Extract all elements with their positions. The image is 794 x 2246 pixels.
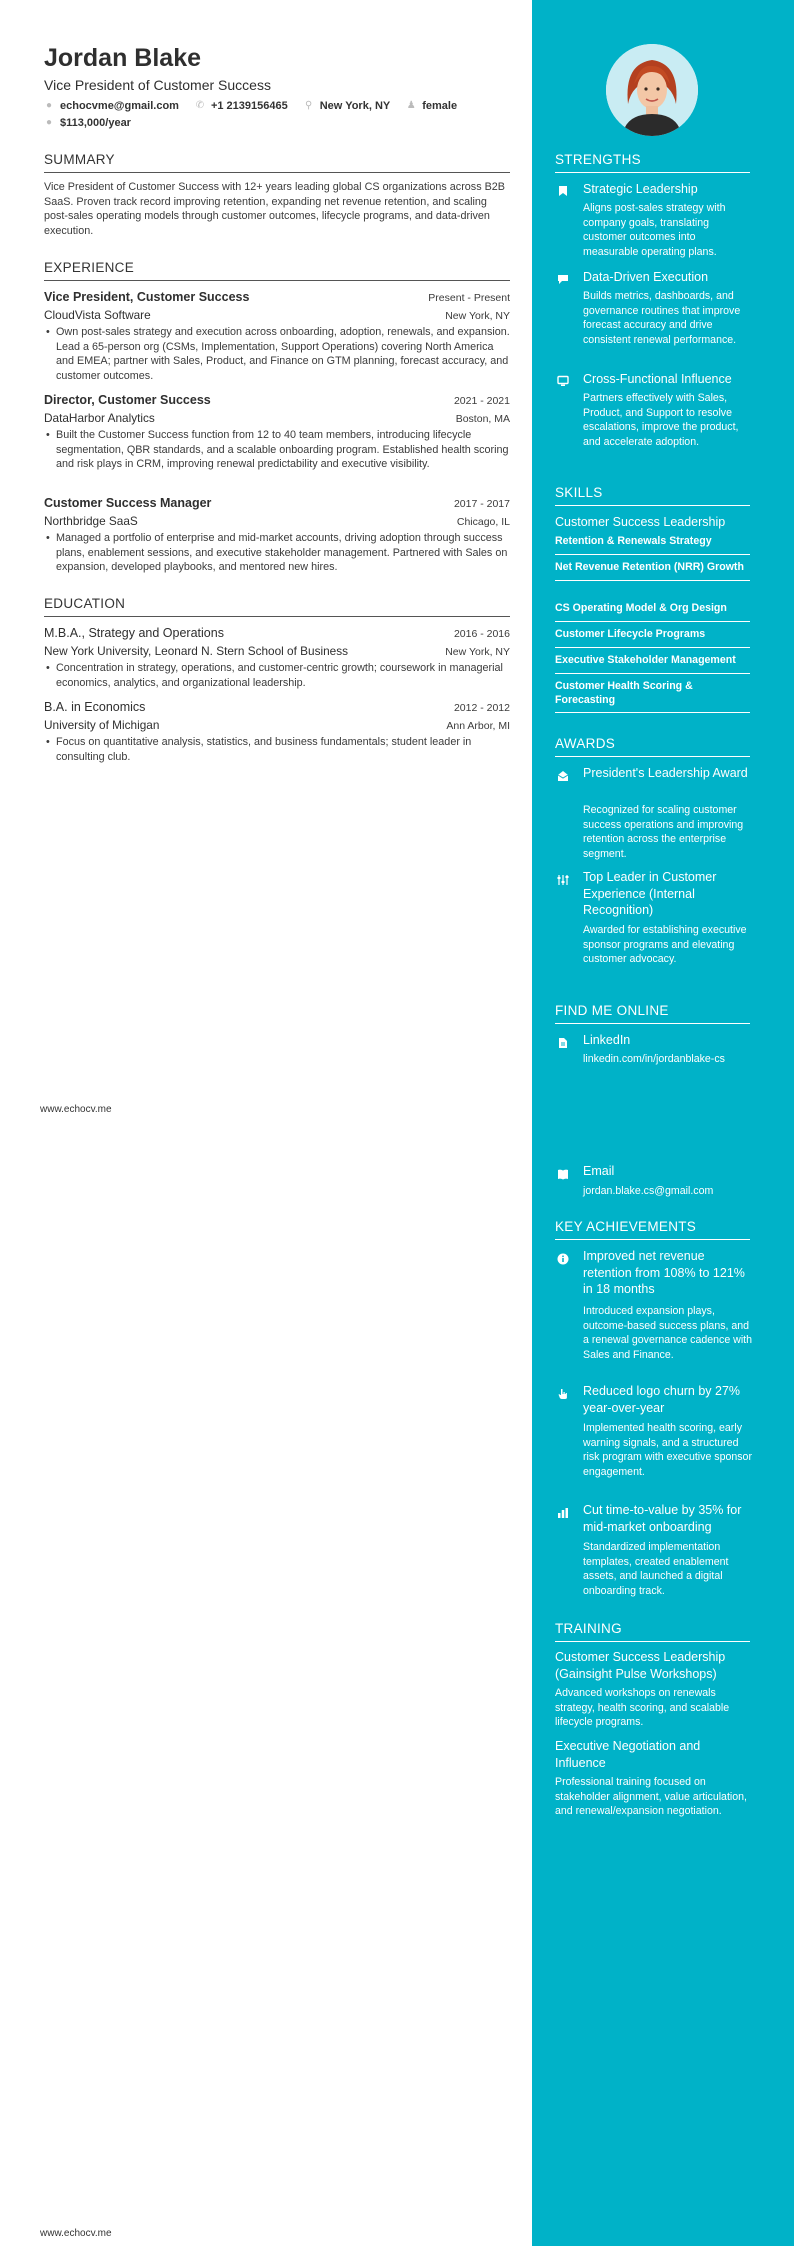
achievement-3-text: Standardized implementation templates, created enablement assets, and launched a digital onboarding track. [583,1541,729,1597]
contact-row [44,100,473,112]
training-1-text: Advanced workshops on renewals strategy, health scoring, and scalable lifecycle programs. [555,1687,730,1729]
summary-heading: SUMMARY [44,152,510,173]
experience-3-location: Chicago, IL [456,516,510,528]
experience-2-org: DataHarbor Analytics [44,411,155,425]
experience-heading: EXPERIENCE [44,260,510,281]
info-icon [557,1252,569,1264]
skills-heading: SKILLS [555,485,750,506]
experience-1-location: New York, NY [445,310,510,322]
skill-item-6: Customer Health Scoring & Forecasting [555,680,750,713]
experience-3-org: Northbridge SaaS [44,514,138,528]
skill-item-1: Retention & Renewals Strategy [555,535,750,555]
training-2-title: Executive Negotiation and Influence [555,1739,701,1770]
salary-row [44,117,147,129]
education-2-org: University of Michigan [44,718,160,732]
experience-1-org-row [44,308,510,322]
experience-3-bullet: • Managed a portfolio of enterprise and mid-market accounts, driving adoption through success plans, enablement sessions, and executive stakeholder management. Partnered with Sales on expansion, developed playbooks, and mentored new hires. [44,531,510,575]
job-title: Vice President of Customer Success [44,77,271,93]
experience-2-org-row [44,411,510,425]
experience-1-bullet: • Own post-sales strategy and execution across onboarding, adoption, renewals, and expansion. Lead a 65-person org (CSMs, Implementation, Support Operations) covering North America and EMEA; partner with Sales, Product, and Finance on GTM planning, forecast accuracy, and customer outcomes. [44,325,510,383]
strength-1-title: Strategic Leadership [583,182,698,196]
experience-2-role: Director, Customer Success [44,393,211,407]
education-1-bullet: • Concentration in strategy, operations, and customer-centric growth; coursework in managerial economics, analytics, and organizational leadership. [44,661,510,690]
book-icon [557,1167,569,1179]
achievement-1-title: Improved net revenue retention from 108% to 121% in 18 months [583,1249,745,1296]
strength-2-title: Data-Driven Execution [583,270,709,284]
profile-photo-illustration [606,44,698,136]
award-2-title: Top Leader in Customer Experience (Internal Recognition) [583,870,717,917]
online-linkedin-label: LinkedIn [583,1033,631,1047]
location-text: New York, NY [319,100,391,112]
summary-text: Vice President of Customer Success with 12+ years leading global CS organizations across B2B SaaS. Proven track record improving retention, expanding net revenue retention, and scaling post-sales operating models through customer outcomes, lifecycle programs, and data-driven execution. [44,181,506,237]
skill-main: Customer Success Leadership [555,515,726,529]
achievement-2-title: Reduced logo churn by 27% year-over-year [583,1384,741,1415]
achievement-2-text: Implemented health scoring, early warning signals, and a structured risk program with executive sponsor engagement. [583,1422,752,1478]
salary-text: $113,000/year [60,117,131,129]
phone-item[interactable] [195,100,288,112]
awards-heading: AWARDS [555,736,750,757]
info-circle-icon: ● [45,117,53,128]
education-2-degree: B.A. in Economics [44,700,146,714]
document-icon [557,1036,569,1048]
award-1-title: President's Leadership Award [583,766,748,780]
education-2-date: 2012 - 2012 [453,702,510,714]
bar-chart-icon [557,1506,569,1518]
online-email-address[interactable]: jordan.blake.cs@gmail.com [583,1185,714,1197]
online-linkedin-url[interactable]: linkedin.com/in/jordanblake-cs [583,1053,725,1065]
education-1-org-row [44,644,510,658]
experience-3-header [44,496,510,510]
experience-1-date: Present - Present [428,292,510,304]
education-1-degree: M.B.A., Strategy and Operations [44,626,224,640]
gender-text: female [422,100,458,112]
education-2-org-row [44,718,510,732]
location-item [304,100,391,112]
email-item[interactable] [44,100,179,112]
hand-pointer-icon [557,1387,569,1399]
education-2-location: Ann Arbor, MI [446,720,510,732]
monitor-icon [557,374,569,386]
education-2-bullet: • Focus on quantitative analysis, statistics, and business fundamentals; student leader in consulting club. [44,735,510,764]
experience-1-org: CloudVista Software [44,308,151,322]
experience-3-role: Customer Success Manager [44,496,212,510]
education-1-location: New York, NY [445,646,510,658]
experience-1-role: Vice President, Customer Success [44,290,250,304]
gender-item [406,100,457,112]
experience-3-org-row [44,514,510,528]
education-1-org: New York University, Leonard N. Stern School of Business [44,644,349,658]
candidate-name: Jordan Blake [44,44,202,72]
phone-icon: ✆ [195,100,205,111]
education-1-header [44,626,510,640]
at-icon: ● [45,100,53,111]
training-heading: TRAINING [555,1621,750,1642]
find-me-online-heading: FIND ME ONLINE [555,1003,750,1024]
experience-3-date: 2017 - 2017 [453,498,510,510]
strength-3-title: Cross-Functional Influence [583,372,732,386]
strengths-heading: STRENGTHS [555,152,750,173]
location-pin-icon: ⚲ [305,100,313,111]
salary-item [44,117,131,129]
experience-2-bullet: • Built the Customer Success function from 12 to 40 team members, introducing lifecycle segmentation, QBR standards, and a scalable onboarding program. Established health scoring and risk plays in CRM, improving renewal predictability and executive visibility. [44,428,510,472]
training-2-text: Professional training focused on stakeholder alignment, value articulation, and renewal/expansion negotiation. [555,1776,747,1818]
footer-link-page-1[interactable]: www.echocv.me [40,1104,112,1115]
skill-item-5: Executive Stakeholder Management [555,654,750,674]
strength-1-text: Aligns post-sales strategy with company goals, translating customer outcomes into measurable operating plans. [583,202,726,258]
achievement-1-text: Introduced expansion plays, outcome-based success plans, and a renewal governance cadence with Sales and Finance. [583,1305,753,1361]
experience-2-date: 2021 - 2021 [453,395,510,407]
education-1-date: 2016 - 2016 [453,628,510,640]
education-2-header [44,700,510,714]
footer-link-page-2[interactable]: www.echocv.me [40,2228,112,2239]
email-text: echocvme@gmail.com [60,100,179,112]
bookmark-icon [557,184,569,196]
skill-item-4: Customer Lifecycle Programs [555,628,750,648]
achievement-3-title: Cut time-to-value by 35% for mid-market onboarding [583,1503,742,1534]
strength-3-text: Partners effectively with Sales, Product, and Support to resolve escalations, improve the product, and accelerate adoption. [583,392,739,448]
experience-2-header [44,393,510,407]
online-email-label: Email [583,1164,615,1178]
sliders-icon [557,873,569,885]
envelope-open-icon [557,769,569,781]
experience-1-header [44,290,510,304]
experience-2-location: Boston, MA [455,413,510,425]
key-achievements-heading: KEY ACHIEVEMENTS [555,1219,750,1240]
award-2-text: Awarded for establishing executive sponsor programs and elevating customer advocacy. [583,924,747,966]
skill-item-2: Net Revenue Retention (NRR) Growth [555,561,750,581]
award-1-text: Recognized for scaling customer success operations and improving retention across the enterprise segment. [583,804,744,860]
education-heading: EDUCATION [44,596,510,617]
profile-photo [606,44,698,136]
phone-text: +1 2139156465 [210,100,288,112]
training-1-title: Customer Success Leadership (Gainsight Pulse Workshops) [555,1650,726,1681]
skill-item-3: CS Operating Model & Org Design [555,602,750,622]
strength-2-text: Builds metrics, dashboards, and governance routines that improve forecast accuracy and drive consistent renewal performance. [583,290,741,346]
chat-icon [557,272,569,284]
person-icon: ♟ [406,100,416,111]
